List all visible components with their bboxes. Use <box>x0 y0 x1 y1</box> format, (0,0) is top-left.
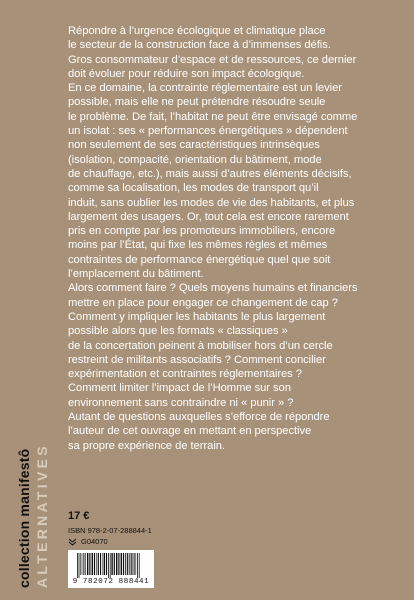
collection-name: collection manifestô <box>16 448 32 588</box>
blurb-line: Comment y impliquer les habitants le plus largement <box>68 310 326 323</box>
blurb-line: Autant de questions auxquelles s’efforce de répondre <box>68 411 330 424</box>
book-meta <box>68 510 152 546</box>
isbn: ISBN 978-2-07-288844-1 <box>68 526 152 535</box>
blurb-line: de chauffage, etc.), mais aussi d’autres éléments décisifs, <box>68 167 352 180</box>
blurb-line: induit, sans oublier les modes de vie des habitants, et plus <box>68 196 355 209</box>
blurb-line: Comment limiter l’impact de l’Homme sur son <box>68 382 291 395</box>
blurb-line: l’auteur de cet ouvrage en mettant en perspective <box>68 425 312 438</box>
blurb-line: Gros consommateur d’espace et de ressources, ce dernier <box>68 53 357 66</box>
blurb-line: restreint de militants associatifs ? Comment concilier <box>68 353 326 366</box>
blurb-line: En ce domaine, la contrainte réglementaire est un levier <box>68 82 342 95</box>
blurb-line: moins par l’État, qui fixe les mêmes règles et mêmes <box>68 239 328 252</box>
blurb-line: un isolat : ses « performances énergétiques » dépendent <box>68 125 348 138</box>
price: 17 € <box>68 510 90 522</box>
blurb-line: mettre en place pour engager ce changement de cap ? <box>68 296 338 309</box>
blurb-line: doit évoluer pour réduire son impact écologique. <box>68 67 305 80</box>
blurb-line: l’emplacement du bâtiment. <box>68 268 204 281</box>
blurb-line: environnement sans contraindre ni « punir » ? <box>68 396 294 409</box>
blurb-line: contraintes de performance énergétique quel que soit <box>68 253 331 266</box>
blurb-line: comme sa localisation, les modes de transport qu’il <box>68 182 319 195</box>
barcode <box>68 550 154 588</box>
blurb-line: expérimentation et contraintes réglementaires ? <box>68 368 302 381</box>
blurb-line: de la concertation peinent à mobiliser hors d’un cercle <box>68 339 333 352</box>
blurb-line: Répondre à l’urgence écologique et climatique place <box>68 25 326 37</box>
blurb-text <box>68 24 388 453</box>
blurb-line: non seulement de ses caractéristiques intrinsèques <box>68 139 320 152</box>
blurb-line: le problème. De fait, l’habitat ne peut être envisagé comme <box>68 110 358 123</box>
blurb-line: possible, mais elle ne peut prétendre résoudre seule <box>68 96 326 109</box>
blurb-line: pris en compte par les promoteurs immobiliers, encore <box>68 225 336 238</box>
blurb-line: largement des usagers. Or, tout cela est encore rarement <box>68 210 349 223</box>
publisher-mark-icon <box>68 538 77 546</box>
product-code-row <box>68 537 152 546</box>
barcode-bars <box>76 553 146 578</box>
blurb-line: le secteur de la construction face à d’immenses défis. <box>68 39 331 52</box>
product-code: G04070 <box>81 537 108 546</box>
collection-logo <box>14 360 54 590</box>
blurb-line: Alors comment faire ? Quels moyens humains et financiers <box>68 282 358 295</box>
series-name: ALTERNATIVES <box>34 443 50 588</box>
blurb-line: possible alors que les formats « classiques » <box>68 325 288 338</box>
blurb-line: (isolation, compacité, orientation du bâtiment, mode <box>68 153 322 166</box>
barcode-digits: 9 782072 888441 <box>72 578 150 586</box>
blurb-line: sa propre expérience de terrain. <box>68 439 225 452</box>
